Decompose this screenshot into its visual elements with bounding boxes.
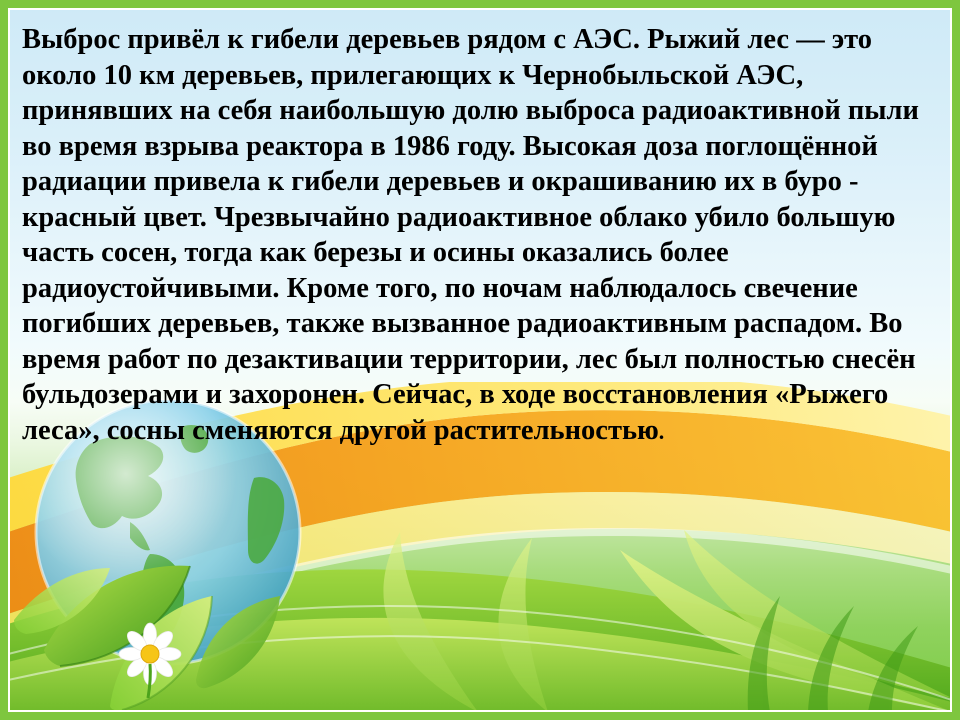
slide-paragraph-period: . bbox=[658, 418, 665, 444]
slide-body-text bbox=[22, 22, 944, 449]
slide-paragraph: Выброс привёл к гибели деревьев рядом с АЭС. Рыжий лес — это около 10 км деревьев, прилегающих к Чернобыльской АЭС, принявших на себя наибольшую долю выброса радиоактивной пыли во время взрыва реактора в 1986 году. Высокая доза поглощённой радиации привела к гибели деревьев и окрашиванию их в буро - красный цвет. Чрезвычайно радиоактивное облако убило большую часть сосен, тогда как березы и осины оказались более радиоустойчивыми. Кроме того, по ночам наблюдалось свечение погибших деревьев, также вызванное радиоактивным распадом. Во время работ по дезактивации территории, лес был полностью снесён бульдозерами и захоронен. Сейчас, в ходе восстановления «Рыжего леса», сосны сменяются другой растительностью bbox=[22, 24, 927, 446]
